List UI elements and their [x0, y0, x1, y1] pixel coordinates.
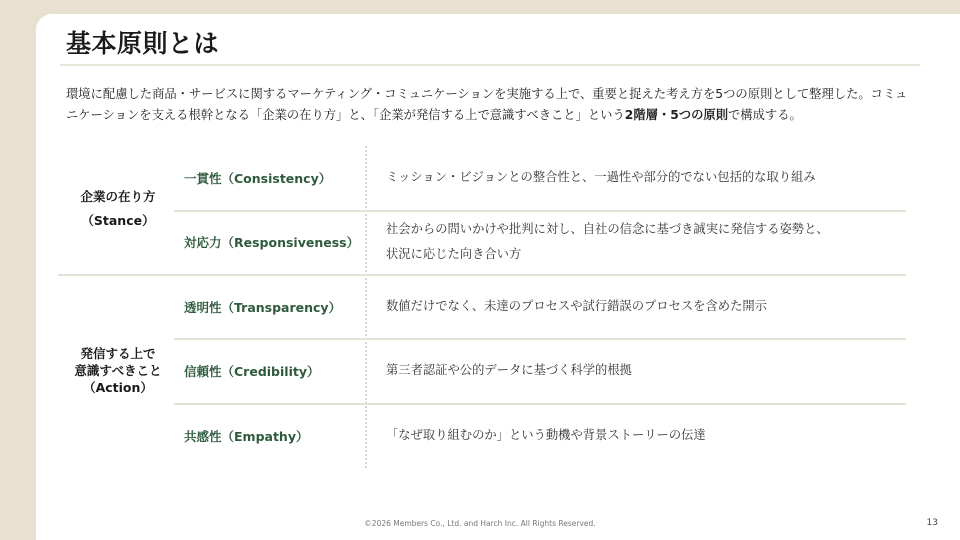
description-line: 数値だけでなく、未達のプロセスや試行錯誤のプロセスを含めた開示: [386, 299, 767, 313]
intro-separator: ・: [657, 108, 671, 122]
page-number: 13: [926, 518, 938, 528]
principle-description: [386, 165, 906, 190]
intro-bold-1: 2階層: [624, 108, 658, 122]
principle-transparency: 透明性（Transparency）: [184, 300, 342, 315]
group-label-line: （Stance）: [81, 213, 155, 228]
intro-text-1: 環境に配慮した商品・サービスに関するマーケティング・コミュニケーションを実施する上で、重要と捉えた考え方を5つの原則として整理した。コミュニケーションを支える根幹となる「企業の在り方」と、「企業が発信する上で意識すべきこと」という: [66, 87, 908, 122]
group-label-line: 企業の在り方: [80, 189, 156, 204]
column-divider: [365, 146, 367, 468]
principle-responsiveness: 対応力（Responsiveness）: [184, 235, 360, 250]
principle-empathy: 共感性（Empathy）: [184, 429, 309, 444]
description-line: ミッション・ビジョンとの整合性と、一過性や部分的でない包括的な取り組み: [386, 170, 816, 184]
row-divider: [174, 338, 906, 340]
group-label-stance: [56, 188, 180, 229]
row-divider: [174, 403, 906, 405]
group-label-line: 意識すべきこと: [74, 363, 162, 378]
page-title: 基本原則とは: [66, 29, 220, 58]
intro-bold-2: 5つの原則: [670, 108, 728, 122]
title-divider: [60, 64, 920, 66]
description-line: 社会からの問いかけや批判に対し、自社の信念に基づき誠実に発信する姿勢と、: [386, 222, 829, 236]
group-label-action: [56, 345, 180, 396]
description-line: 第三者認証や公的データに基づく科学的根拠: [386, 363, 632, 377]
principle-credibility: 信頼性（Credibility）: [184, 364, 320, 379]
principle-description: [386, 217, 906, 267]
description-line: 状況に応じた向き合い方: [386, 247, 522, 261]
group-label-line: 発信する上で: [80, 346, 156, 361]
group-label-line: （Action）: [83, 380, 153, 395]
principle-description: [386, 358, 906, 383]
intro-paragraph: [66, 84, 916, 126]
intro-text-2: で構成する。: [728, 108, 802, 122]
principle-description: [386, 294, 906, 319]
group-divider: [58, 274, 906, 276]
row-divider: [174, 210, 906, 212]
slide: [36, 14, 960, 540]
copyright-footer: ©2026 Members Co., Ltd. and Harch Inc. All Rights Reserved.: [364, 519, 596, 528]
description-line: 「なぜ取り組むのか」という動機や背景ストーリーの伝達: [386, 428, 706, 442]
principle-description: [386, 423, 906, 448]
principle-consistency: 一貫性（Consistency）: [184, 171, 332, 186]
